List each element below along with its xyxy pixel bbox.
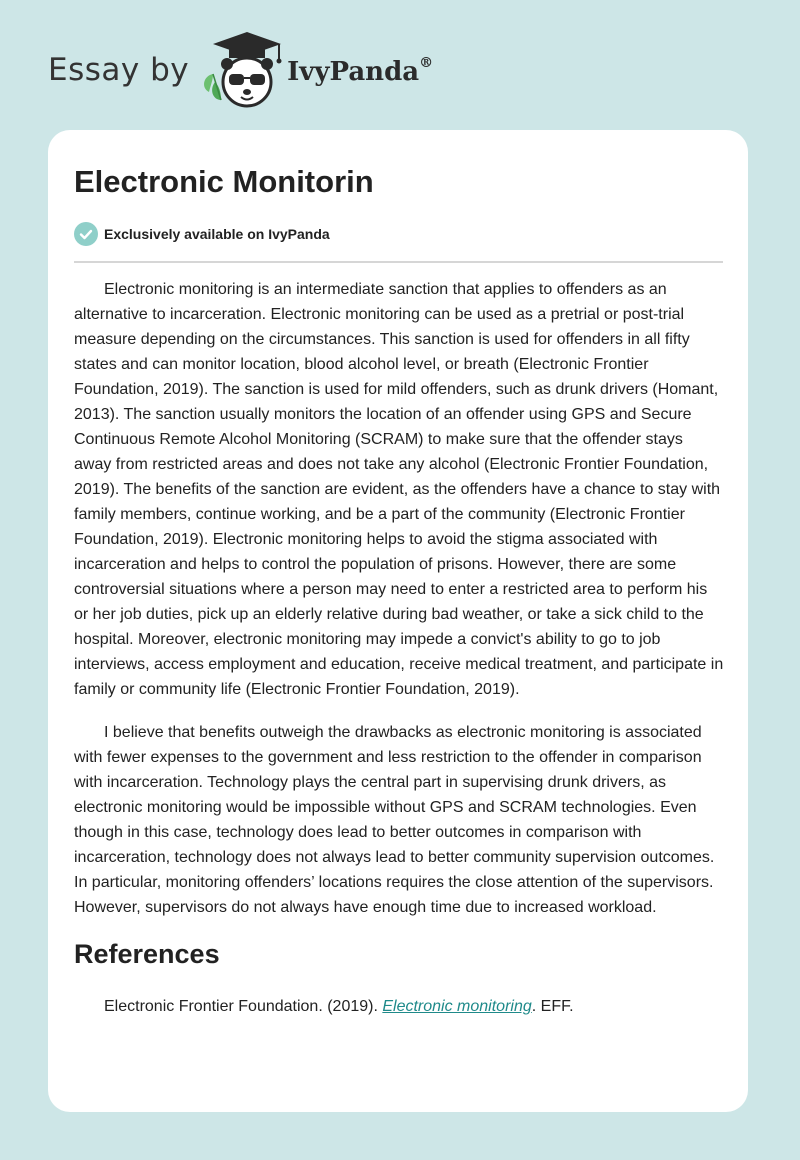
check-icon [74,222,98,246]
reference-link[interactable]: Electronic monitoring [382,998,532,1015]
reference-author: Electronic Frontier Foundation. (2019). [104,998,383,1015]
paragraph: I believe that benefits outweigh the drawbacks as electronic monitoring is associated with fewer expenses to the government and less restriction to the offender in comparison with incarceration. Technology plays the central part in supervising drunk drivers, as electronic monitoring would be impossible without GPS and SCRAM technologies. Even though in this case, technology does lead to better outcomes in comparison with incarceration, technology does not always lead to better community supervision outcomes. In particular, monitoring offenders’ locations requires the close attention of the supervisors. However, supervisors do not always have enough time due to increased workload. [74,724,715,916]
panda-logo-icon[interactable] [199,30,291,110]
divider [74,261,723,263]
exclusive-badge [74,222,330,246]
references-heading: References [74,939,220,969]
reference-tail: . EFF. [531,998,574,1015]
reference-entry [74,994,724,1019]
leaf-icon [204,74,221,100]
essay-by-label: Essay by [48,52,190,88]
page-title: Electronic Monitorin [74,164,374,199]
essay-card [48,130,748,1112]
site-header [48,30,433,110]
essay-body [74,277,724,1019]
paragraph: Electronic monitoring is an intermediate sanction that applies to offenders as an alternative to incarceration. Electronic monitoring can be used as a pretrial or post-trial measure depending on the circumstances. This sanction is used for offenders in all fifty states and can monitor location, blood alcohol level, or breath (Electronic Frontier Foundation, 2019). The sanction is used for mild offenders, such as drunk drivers (Homant, 2013). The sanction usually monitors the location of an offender using GPS and Secure Continuous Remote Alcohol Monitoring (SCRAM) to make sure that the offender stays away from restricted areas and does not take any alcohol (Electronic Frontier Foundation, 2019). The benefits of the sanction are evident, as the offenders have a chance to stay with family members, continue working, and be a part of the community (Electronic Frontier Foundation, 2019). Electronic monitoring helps to avoid the stigma associated with incarceration and helps to control the population of prisons. However, there are some controversial situations where a person may need to enter a restricted area to perform his or her job duties, pick up an elderly relative during bad weather, or take a sick child to the hospital. Moreover, electronic monitoring may impede a convict's ability to go to job interviews, access employment and education, receive medical treatment, and participate in family or community life (Electronic Frontier Foundation, 2019). [74,281,724,698]
brand-name[interactable]: IvyPanda® [287,55,434,87]
badge-label: Exclusively available on IvyPanda [104,226,330,242]
registered-mark: ® [419,55,434,71]
